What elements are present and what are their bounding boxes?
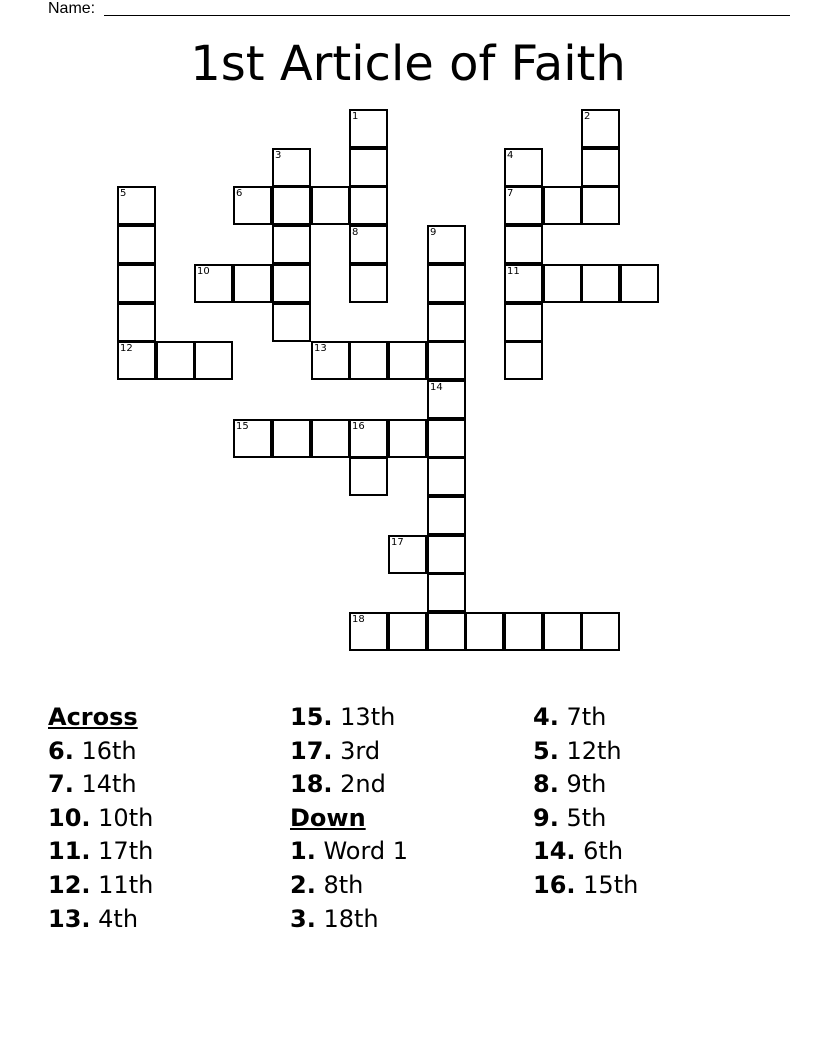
grid-cell[interactable] [427,457,466,496]
cell-number: 4 [507,150,514,161]
grid-cell[interactable] [388,419,427,458]
grid-cell[interactable] [543,264,582,303]
grid-cell[interactable] [272,303,311,342]
grid-cell[interactable] [156,341,195,380]
name-label: Name: [48,0,96,17]
clue-across-11: 11. 17th [48,837,154,866]
clue-across-18: 18. 2nd [290,770,386,799]
grid-cell[interactable] [272,186,311,225]
clue-column-3 [533,701,773,903]
clue-down-16: 16. 15th [533,870,639,899]
grid-cell[interactable] [311,186,350,225]
cell-number: 12 [120,343,133,354]
grid-cell[interactable] [349,457,388,496]
cell-number: 15 [236,421,249,432]
grid-cell[interactable] [581,612,620,651]
grid-cell[interactable] [620,264,659,303]
grid-cell[interactable] [194,341,233,380]
grid-cell[interactable] [581,148,620,187]
clue-across-17: 17. 3rd [290,736,381,765]
grid-cell[interactable] [117,264,156,303]
cell-number: 10 [197,266,210,277]
clue-column-1 [48,701,288,936]
grid-cell[interactable] [117,303,156,342]
grid-cell[interactable] [349,419,388,458]
grid-cell[interactable] [504,612,543,651]
clue-down-5: 5. 12th [533,736,622,765]
clue-across-12: 12. 11th [48,870,154,899]
cell-number: 18 [352,614,365,625]
grid-cell[interactable] [233,264,272,303]
across-heading: Across [48,703,138,731]
grid-cell[interactable] [272,148,311,187]
clue-across-13: 13. 4th [48,904,139,933]
grid-cell[interactable] [504,148,543,187]
cell-number: 6 [236,188,243,199]
grid-cell[interactable] [349,341,388,380]
grid-cell[interactable] [427,225,466,264]
cell-number: 13 [314,343,327,354]
clue-across-15: 15. 13th [290,703,396,731]
page-title: 1st Article of Faith [190,36,626,92]
cell-number: 16 [352,421,365,432]
cell-number: 2 [584,111,591,122]
grid-cell[interactable] [349,612,388,651]
grid-cell[interactable] [581,109,620,148]
grid-cell[interactable] [543,612,582,651]
grid-cell[interactable] [427,380,466,419]
grid-cell[interactable] [272,264,311,303]
grid-cell[interactable] [427,573,466,612]
grid-cell[interactable] [233,186,272,225]
grid-cell[interactable] [117,341,156,380]
down-heading: Down [290,803,366,832]
cell-number: 11 [507,266,520,277]
grid-cell[interactable] [233,419,272,458]
clue-down-2: 2. 8th [290,870,364,899]
grid-cell[interactable] [427,535,466,574]
cell-number: 3 [275,150,282,161]
clue-down-1: 1. Word 1 [290,837,409,866]
grid-cell[interactable] [504,186,543,225]
clue-column-2 [290,701,530,936]
cell-number: 1 [352,111,359,122]
grid-cell[interactable] [388,341,427,380]
grid-cell[interactable] [504,225,543,264]
grid-cell[interactable] [427,419,466,458]
grid-cell[interactable] [465,612,504,651]
grid-cell[interactable] [427,612,466,651]
clue-across-6: 6. 16th [48,736,137,765]
cell-number: 14 [430,382,443,393]
grid-cell[interactable] [194,264,233,303]
clue-down-3: 3. 18th [290,904,379,933]
grid-cell[interactable] [504,264,543,303]
grid-cell[interactable] [388,535,427,574]
clue-down-8: 8. 9th [533,770,607,799]
grid-cell[interactable] [543,186,582,225]
grid-cell[interactable] [272,419,311,458]
cell-number: 9 [430,227,437,238]
grid-cell[interactable] [427,264,466,303]
grid-cell[interactable] [349,225,388,264]
grid-cell[interactable] [349,148,388,187]
grid-cell[interactable] [117,186,156,225]
grid-cell[interactable] [427,341,466,380]
grid-cell[interactable] [311,341,350,380]
cell-number: 17 [391,537,404,548]
grid-cell[interactable] [581,264,620,303]
grid-cell[interactable] [504,341,543,380]
grid-cell[interactable] [581,186,620,225]
clue-down-14: 14. 6th [533,837,624,866]
cell-number: 5 [120,188,127,199]
grid-cell[interactable] [504,303,543,342]
clue-down-4: 4. 7th [533,703,607,731]
grid-cell[interactable] [272,225,311,264]
grid-cell[interactable] [427,303,466,342]
grid-cell[interactable] [117,225,156,264]
cell-number: 7 [507,188,514,199]
grid-cell[interactable] [427,496,466,535]
clue-down-9: 9. 5th [533,803,607,832]
clue-across-10: 10. 10th [48,803,154,832]
grid-cell[interactable] [349,264,388,303]
cell-number: 8 [352,227,359,238]
grid-cell[interactable] [311,419,350,458]
grid-cell[interactable] [349,109,388,148]
clue-across-7: 7. 14th [48,770,137,799]
grid-cell[interactable] [349,186,388,225]
grid-cell[interactable] [388,612,427,651]
